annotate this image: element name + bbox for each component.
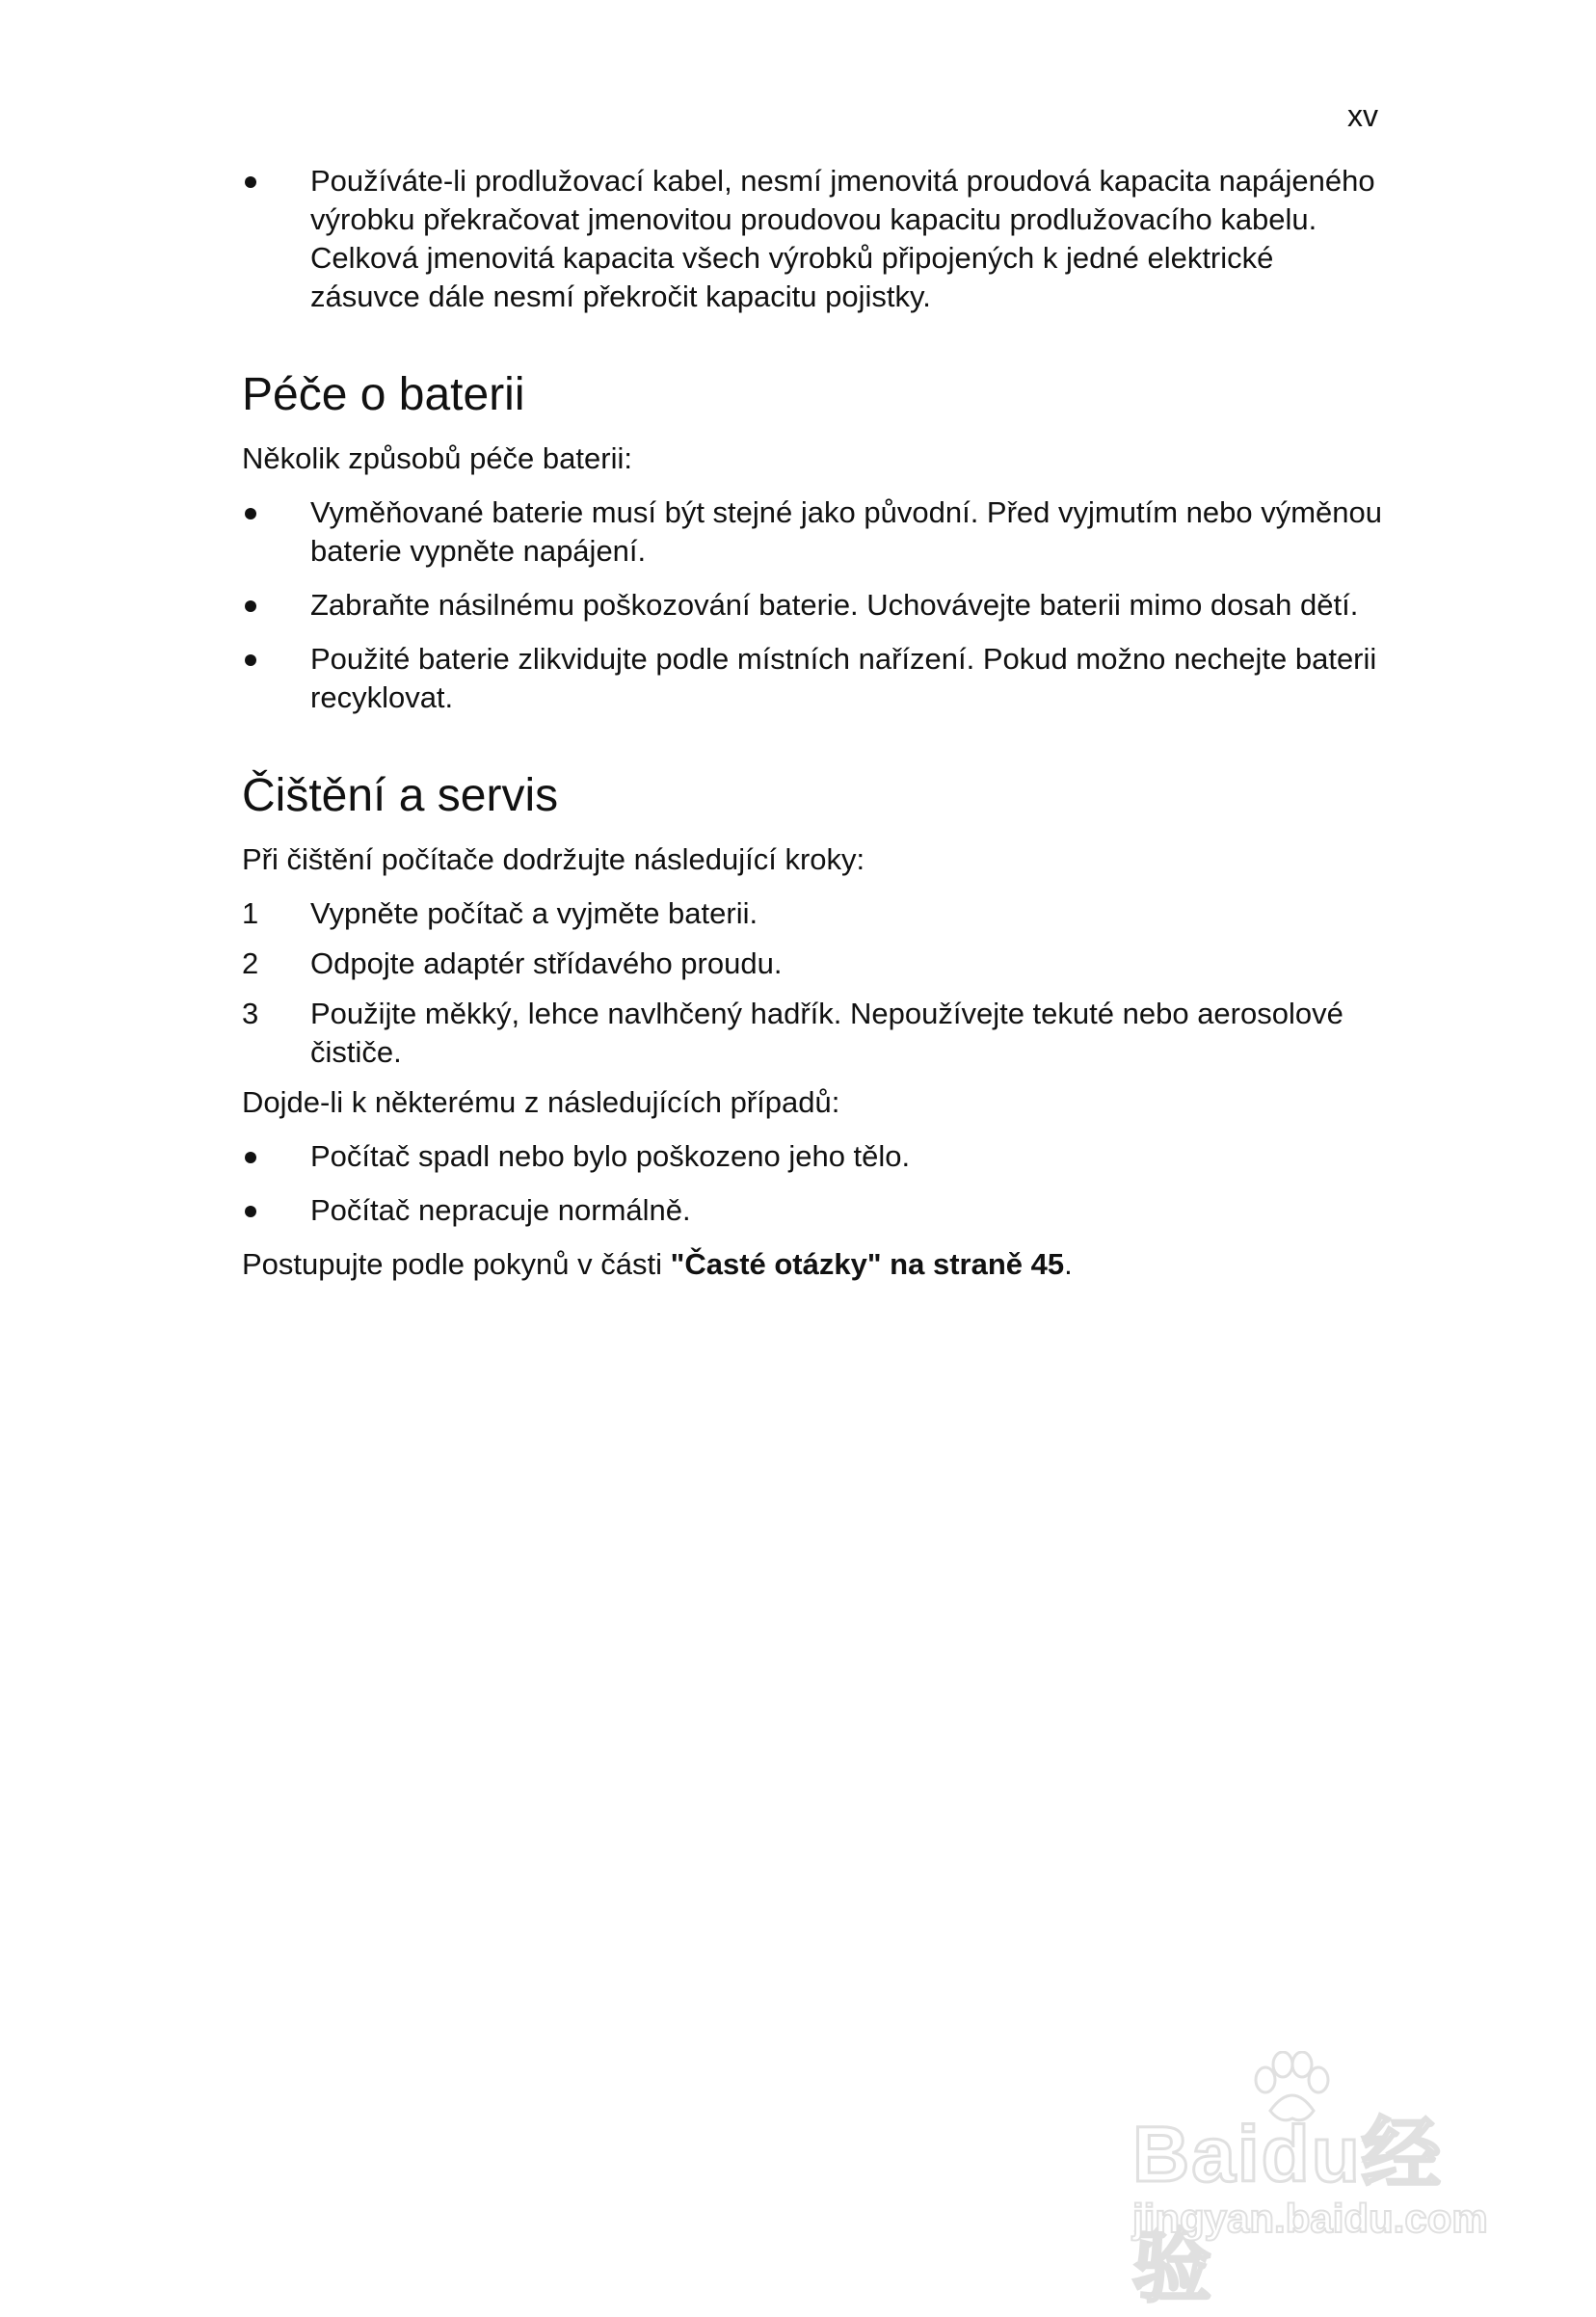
list-item xyxy=(242,1191,1389,1230)
list-item-text: Používáte-li prodlužovací kabel, nesmí jmenovitá proudová kapacita napájeného výrobku překračovat jmenovitou proudovou kapacitu prodlužovacího kabelu. Celková jmenovitá kapacita všech výrobků připojených k jedné elektrické zásuvce dále nesmí překročit kapacitu pojistky. xyxy=(310,164,1375,313)
document-body xyxy=(242,162,1389,1299)
step-item xyxy=(242,894,1389,933)
cases-intro: Dojde-li k některému z následujících případů: xyxy=(242,1085,840,1119)
step-text: Vypněte počítač a vyjměte baterii. xyxy=(310,896,758,930)
step-item xyxy=(242,945,1389,983)
list-item-text: Použité baterie zlikvidujte podle místních nařízení. Pokud možno nechejte baterii recyklovat. xyxy=(310,642,1377,714)
step-text: Použijte měkký, lehce navlhčený hadřík. Nepoužívejte tekuté nebo aerosolové čističe. xyxy=(310,997,1343,1069)
list-item-text: Zabraňte násilnému poškozování baterie. Uchovávejte baterii mimo dosah dětí. xyxy=(310,588,1359,622)
watermark-brand: Baidu经验 xyxy=(1132,2111,1443,2311)
bullet-icon xyxy=(245,600,256,612)
list-item xyxy=(242,1137,1389,1176)
bullet-icon xyxy=(245,1152,256,1163)
step-number: 1 xyxy=(242,896,259,930)
closing-suffix: . xyxy=(1064,1247,1073,1281)
bullet-icon xyxy=(245,654,256,666)
list-item-text: Vyměňované baterie musí být stejné jako původní. Před vyjmutím nebo výměnou baterie vypněte napájení. xyxy=(310,495,1382,568)
closing-paragraph xyxy=(242,1245,1389,1284)
step-item xyxy=(242,995,1389,1072)
section-heading-battery: Péče o baterii xyxy=(242,369,525,420)
page-number: xv xyxy=(1347,98,1378,133)
list-item xyxy=(242,640,1389,717)
list-item xyxy=(242,162,1389,316)
list-item xyxy=(242,493,1389,571)
bullet-icon xyxy=(245,1206,256,1217)
section-heading-cleaning: Čištění a servis xyxy=(242,770,559,821)
step-number: 2 xyxy=(242,946,259,980)
battery-intro: Několik způsobů péče baterii: xyxy=(242,441,632,475)
watermark-url: jingyan.baidu.com xyxy=(1132,2196,1488,2241)
list-item xyxy=(242,586,1389,625)
step-text: Odpojte adaptér střídavého proudu. xyxy=(310,946,783,980)
bullet-icon xyxy=(245,176,256,188)
watermark xyxy=(1132,2051,1489,2311)
bullet-icon xyxy=(245,508,256,519)
step-number: 3 xyxy=(242,997,259,1030)
cleaning-intro: Při čištění počítače dodržujte následující kroky: xyxy=(242,842,865,876)
list-item-text: Počítač nepracuje normálně. xyxy=(310,1193,691,1227)
faq-cross-reference-link[interactable]: "Časté otázky" na straně 45 xyxy=(670,1247,1065,1281)
list-item-text: Počítač spadl nebo bylo poškozeno jeho tělo. xyxy=(310,1139,911,1173)
closing-prefix: Postupujte podle pokynů v části xyxy=(242,1247,671,1281)
